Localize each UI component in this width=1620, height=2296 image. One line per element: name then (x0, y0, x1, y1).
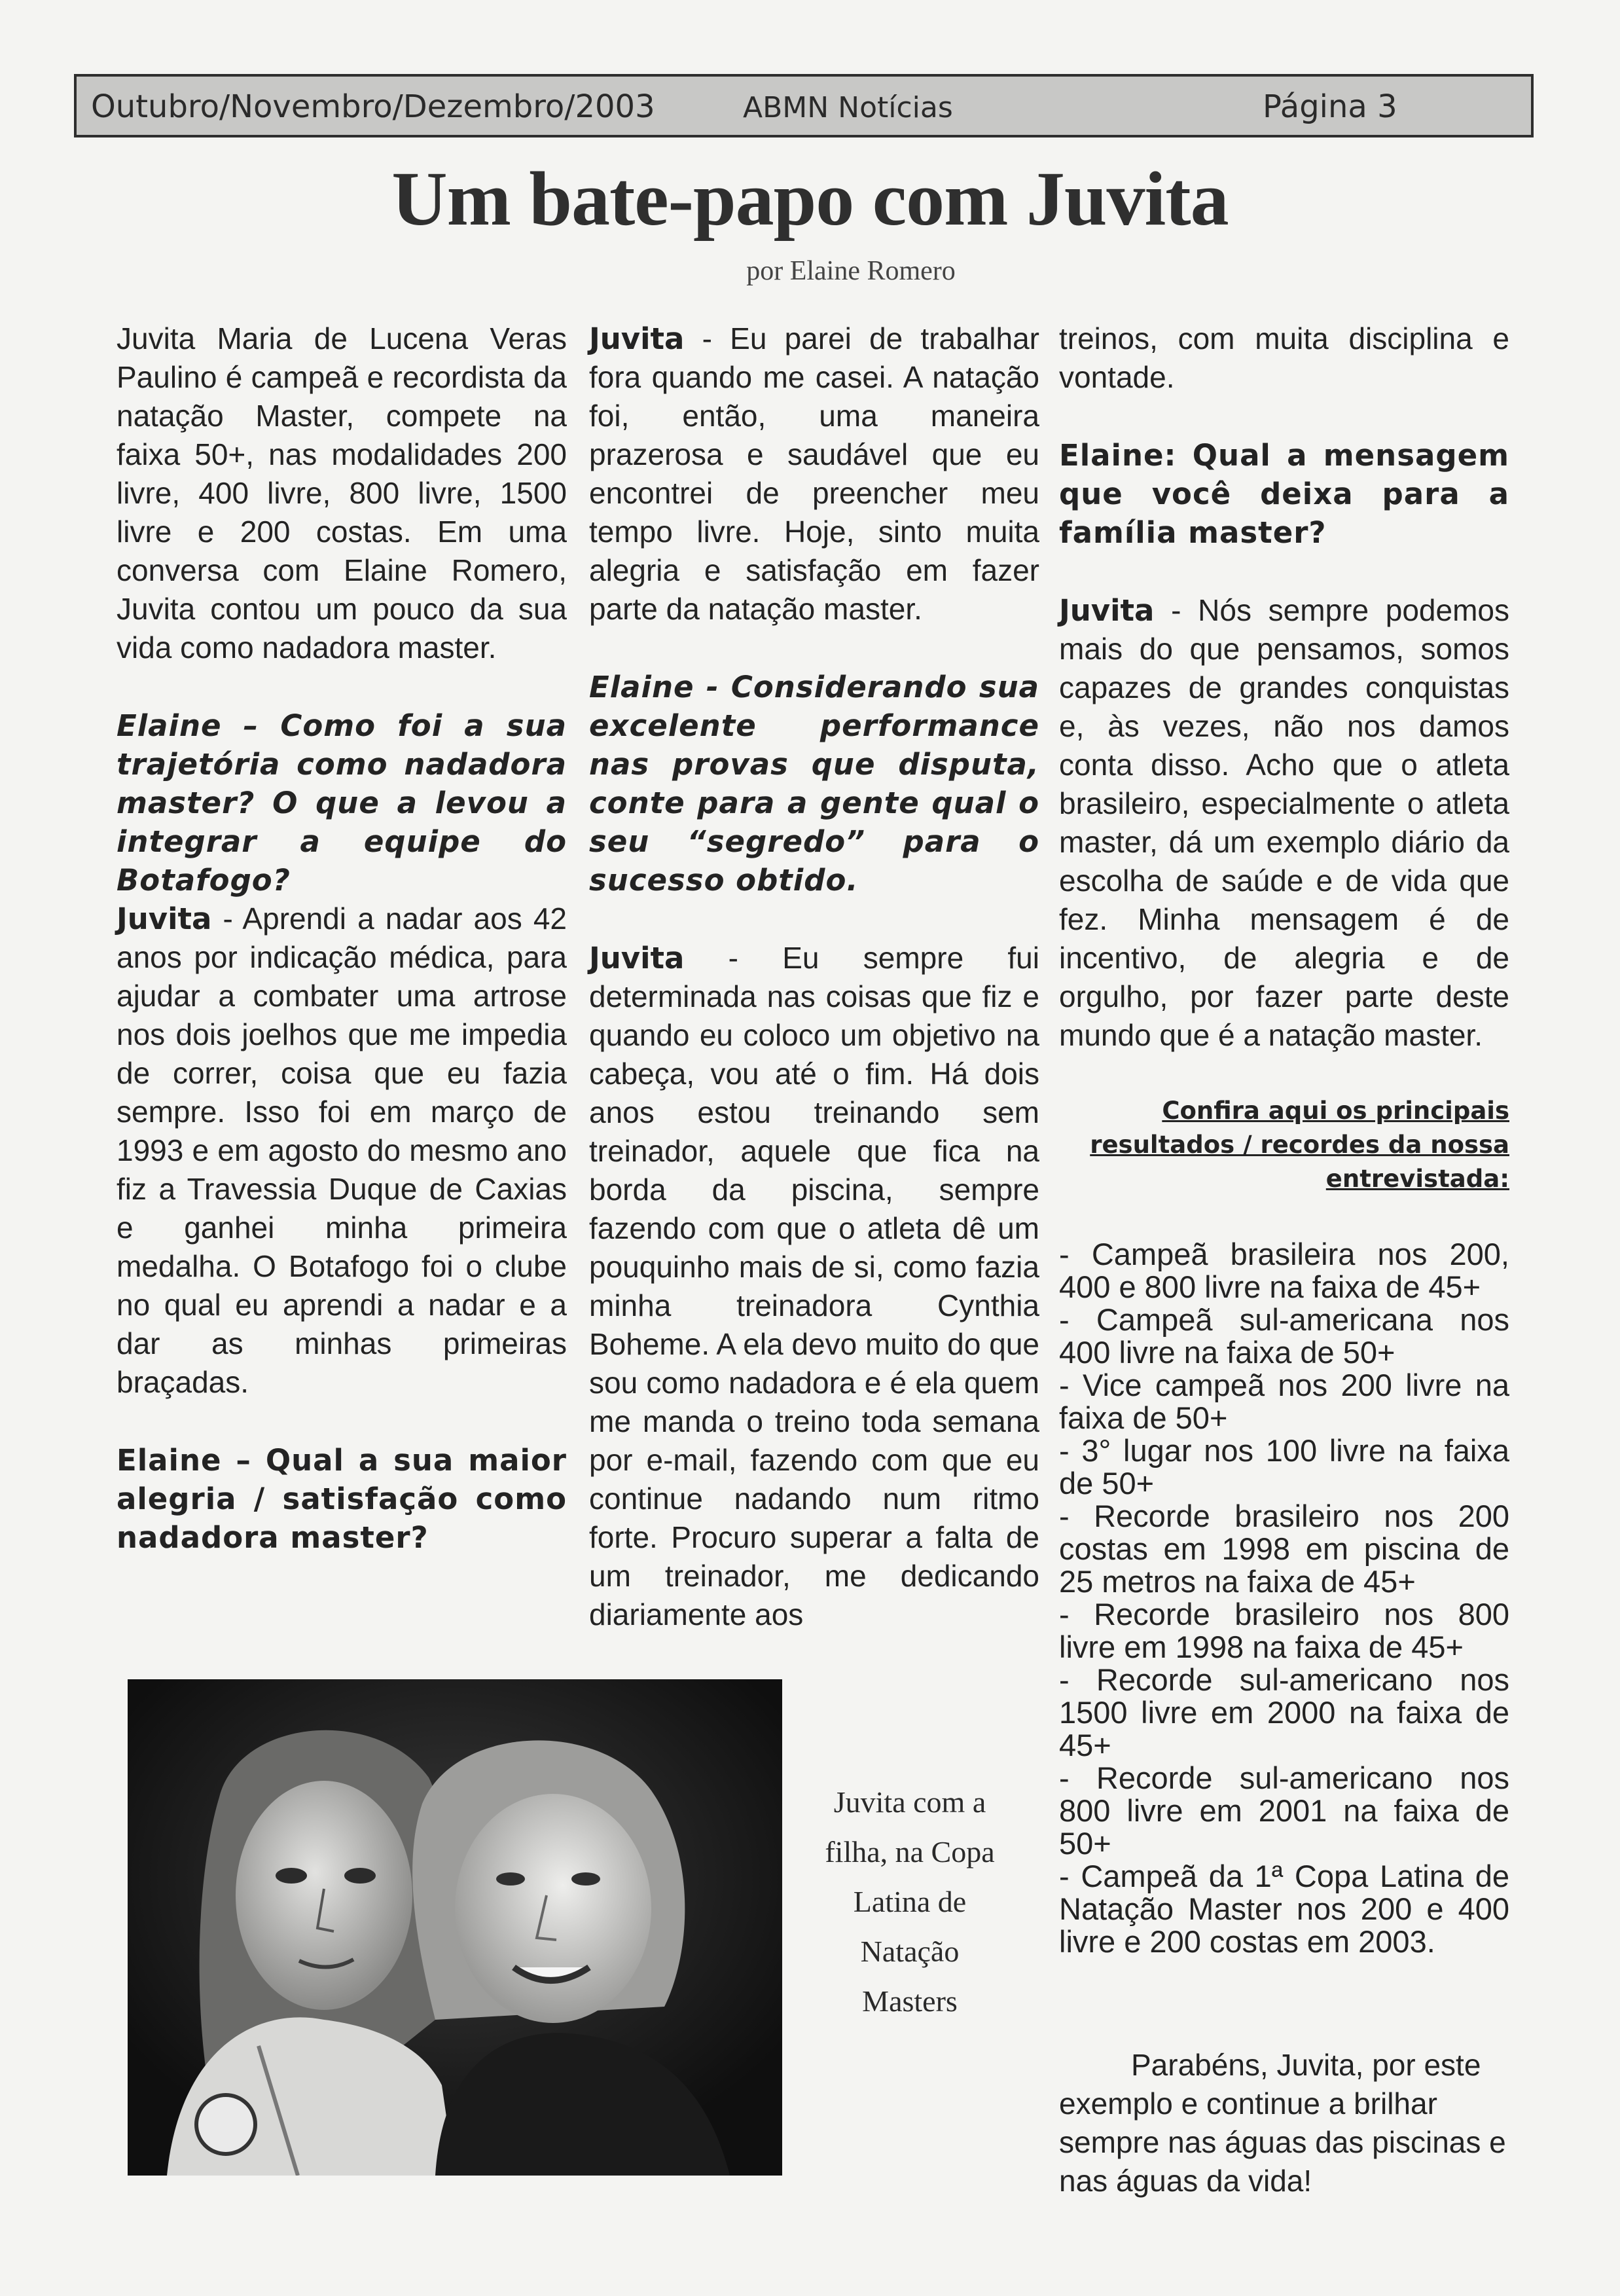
answer-1-speaker: Juvita (117, 902, 212, 936)
answer-4-speaker: Juvita (1059, 593, 1155, 628)
article-title: Um bate-papo com Juvita (391, 156, 1229, 242)
answer-4-text: - Nós sempre podemos mais do que pensamos, somos capazes de grandes conquistas e, às vezes, não nos damos conta disso. Acho que o atleta brasileiro, especialmente o atleta master, dá um exemplo diário da escolha de saúde e de vida que fez. Minha mensagem é de incentivo, de alegria e de orgulho, por fazer parte deste mundo que é a natação master. (1059, 593, 1509, 1052)
result-item: - Recorde sul-americano nos 1500 livre em 2000 na faixa de 45+ (1059, 1662, 1509, 1762)
article-byline: por Elaine Romero (746, 256, 956, 286)
question-3: Elaine - Considerando sua excelente performance nas provas que disputa, conte para a gente qual o seu “segredo” para o sucesso obtido. (589, 670, 1039, 898)
photo-illustration (128, 1679, 782, 2176)
question-4: Elaine: Qual a mensagem que você deixa para a família master? (1059, 438, 1509, 550)
question-2: Elaine – Qual a sua maior alegria / satisfação como nadadora master? (117, 1443, 567, 1555)
intro-paragraph: Juvita Maria de Lucena Veras Paulino é campeã e recordista da natação Master, compete na faixa 50+, nas modalidades 200 livre, 400 livre, 800 livre, 1500 livre e 200 costas. Em uma conversa com Elaine Romero, Juvita contou um pouco da sua vida como nadadora master. (117, 321, 567, 665)
result-item: - 3° lugar nos 100 livre na faixa de 50+ (1059, 1433, 1509, 1501)
column-3 (1059, 319, 1509, 1958)
answer-1-text: - Aprendi a nadar aos 42 anos por indicação médica, para ajudar a combater uma artrose nos dois joelhos que me impedia de correr, coisa que eu fazia sempre. Isso foi em março de 1993 e em agosto do mesmo ano fiz a Travessia Duque de Caxias e ganhei minha primeira medalha. O Botafogo foi o clube no qual eu aprendi a nadar e a dar as minhas primeiras braçadas. (117, 902, 567, 1399)
result-item: - Vice campeã nos 200 livre na faixa de 50+ (1059, 1368, 1509, 1435)
closing-paragraph: Parabéns, Juvita, por este exemplo e continue a brilhar sempre nas águas das piscinas e nas águas da vida! (1059, 2048, 1506, 2198)
answer-2-text: - Eu parei de trabalhar fora quando me casei. A natação foi, então, uma maneira prazerosa e saudável que eu encontrei de preencher meu tempo livre. Hoje, sinto muita alegria e satisfação em fazer parte da natação master. (589, 321, 1039, 626)
column-1 (117, 319, 567, 1557)
answer-3-continued: treinos, com muita disciplina e vontade. (1059, 321, 1509, 394)
answer-3-speaker: Juvita (589, 941, 685, 975)
header-publication: ABMN Notícias (743, 91, 953, 124)
header-page-number: Página 3 (1263, 88, 1397, 125)
answer-3-text: - Eu sempre fui determinada nas coisas que fiz e quando eu coloco um objetivo na cabeça, vou até o fim. Há dois anos estou treinando sem treinador, aquele que fica na borda da piscina, sempre fazendo com que o atleta dê um pouquinho mais de si, como fazia minha treinadora Cynthia Boheme. A ela devo muito do que sou como nadadora e é ela quem me manda o treino toda semana por e-mail, fazendo com que eu continue nadando num ritmo forte. Procuro superar a falta de um treinador, me dedicando diariamente aos (589, 941, 1039, 1631)
column-2 (589, 319, 1039, 1634)
results-heading: Confira aqui os principais resultados / recordes da nossa entrevistada: (1090, 1097, 1509, 1193)
result-item: - Recorde sul-americano nos 800 livre em 2001 na faixa de 50+ (1059, 1760, 1509, 1861)
header-date: Outubro/Novembro/Dezembro/2003 (91, 88, 655, 125)
result-item: - Campeã sul-americana nos 400 livre na faixa de 50+ (1059, 1302, 1509, 1370)
result-item: - Recorde brasileiro nos 200 costas em 1998 em piscina de 25 metros na faixa de 45+ (1059, 1499, 1509, 1599)
answer-2-speaker: Juvita (589, 321, 685, 356)
results-list (1059, 1238, 1509, 1958)
result-item: - Campeã brasileira nos 200, 400 e 800 livre na faixa de 45+ (1059, 1237, 1509, 1304)
photo-caption: Juvita com a filha, na Copa Latina de Natação Masters (825, 1785, 995, 2018)
photo-juvita-and-daughter (128, 1679, 782, 2176)
question-1: Elaine – Como foi a sua trajetória como nadadora master? O que a levou a integrar a equipe do Botafogo? (117, 708, 567, 898)
result-item: - Campeã da 1ª Copa Latina de Natação Master nos 200 e 400 livre e 200 costas em 2003. (1059, 1859, 1509, 1959)
page-header (74, 74, 1534, 137)
result-item: - Recorde brasileiro nos 800 livre em 1998 na faixa de 45+ (1059, 1597, 1509, 1664)
